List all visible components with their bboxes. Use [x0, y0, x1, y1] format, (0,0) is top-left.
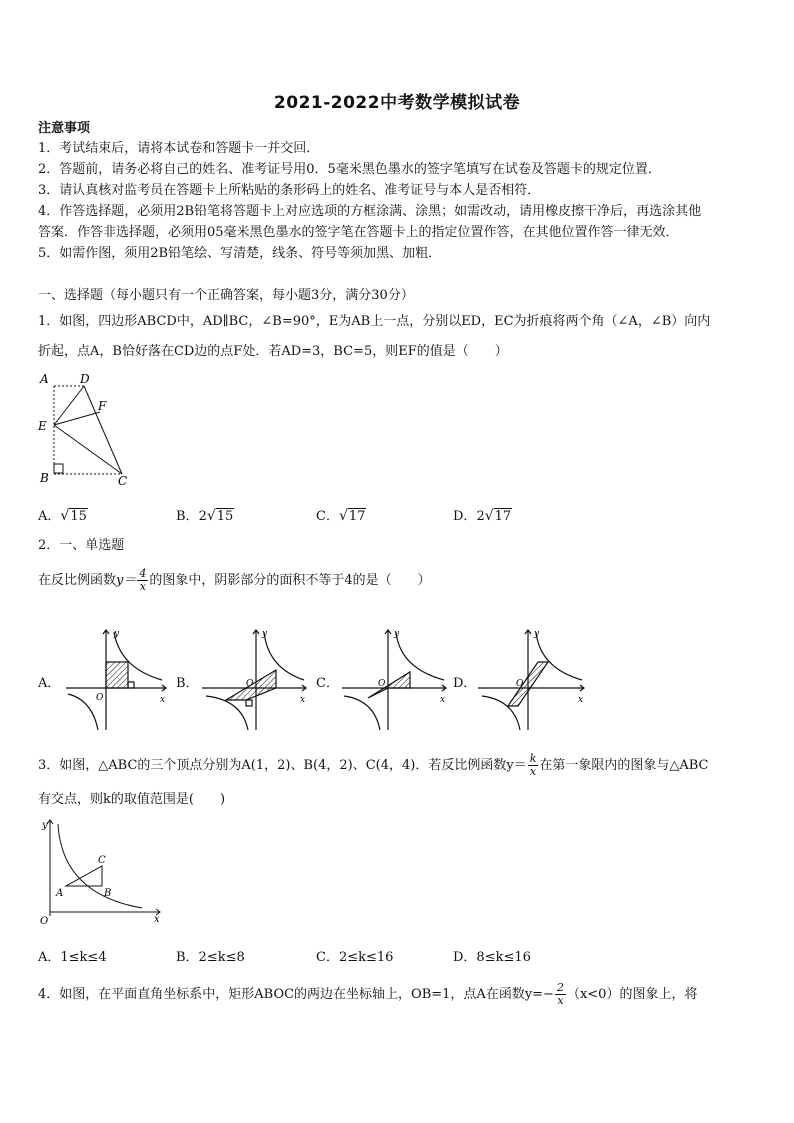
q1-option-a[interactable] [38, 505, 88, 524]
q2-text-before: 在反比例函数 [38, 573, 117, 588]
q3-x-label: x [154, 914, 160, 925]
notice-item: 2．答题前，请务必将自己的姓名、准考证号用0．5毫米黑色墨水的签字笔填写在试卷及答题卡的规定位置． [38, 162, 661, 177]
q1-label-b: B [40, 471, 49, 485]
q3-option-a[interactable]: A．1≤k≤4 [38, 950, 107, 965]
q2-option-d[interactable]: D． [453, 676, 477, 691]
q1-label-e: E [38, 419, 47, 433]
option-radicand: 15 [216, 509, 234, 524]
q2a-x-label: x [160, 695, 166, 705]
fraction-denominator: x [557, 994, 564, 1007]
q2-option-c[interactable]: C． [316, 676, 339, 691]
q3-y-label: y [42, 820, 48, 831]
q2b-x-label: x [300, 695, 306, 705]
q3-origin-label: O [40, 916, 49, 926]
fraction-denominator: x [529, 765, 537, 778]
section-heading: 一、选择题（每小题只有一个正确答案，每小题3分，满分30分） [38, 288, 414, 303]
notice-item: 1．考试结束后，请将本试卷和答题卡一并交回． [38, 141, 320, 156]
q3-option-b[interactable]: B．2≤k≤8 [176, 950, 245, 965]
q1-option-c[interactable] [316, 505, 366, 524]
q4-stem [38, 982, 697, 1007]
option-letter: B． [176, 509, 199, 524]
fraction-numerator: k [529, 752, 537, 765]
q4-fraction [555, 982, 566, 1007]
q1-label-c: C [118, 474, 128, 488]
q2-graph-c [338, 624, 450, 734]
q2-option-b[interactable]: B． [176, 676, 199, 691]
q3-option-c[interactable]: C．2≤k≤16 [316, 950, 394, 965]
q4-text-after: （x<0）的图象上，将 [566, 987, 698, 1002]
q2-func-y: y＝ [116, 573, 137, 588]
q1-label-a: A [40, 372, 49, 386]
option-letter: C． [316, 509, 339, 524]
q1-stem-line2: 折起，点A，B恰好落在CD边的点F处．若AD=3，BC=5，则EF的值是（ ） [38, 344, 508, 359]
q2-graph-b [198, 624, 310, 734]
q3-fraction [528, 753, 539, 778]
q1-option-b[interactable] [176, 505, 234, 524]
q2a-origin-label: O [96, 693, 104, 703]
q3-option-d[interactable]: D．8≤k≤16 [453, 950, 531, 965]
q3-text-after: 在第一象限内的图象与△ABC [539, 758, 709, 773]
q3-label-a: A [56, 888, 64, 899]
fraction-numerator: 4 [139, 567, 147, 580]
q2d-origin-label: O [516, 679, 524, 689]
q2a-y-label: y [114, 629, 120, 639]
q2c-origin-label: O [378, 679, 386, 689]
q1-label-f: F [98, 399, 107, 413]
q2-text-after: 的图象中，阴影部分的面积不等于4的是（ ） [149, 573, 431, 588]
sqrt-icon: √ [206, 508, 216, 524]
q1-figure [34, 370, 134, 488]
q3-stem-line1 [38, 753, 709, 778]
page-title: 2021-2022中考数学模拟试卷 [273, 93, 521, 113]
q2b-origin-label: O [246, 679, 254, 689]
notice-heading: 注意事项 [38, 121, 91, 136]
q2d-x-label: x [578, 695, 584, 705]
option-radicand: 17 [348, 509, 366, 524]
q2-header: 2．一、单选题 [38, 538, 125, 553]
option-radicand: 17 [494, 509, 512, 524]
option-radicand: 15 [70, 509, 87, 524]
q2-graph-a [62, 624, 172, 734]
q2b-y-label: y [262, 629, 268, 639]
option-letter: D． [453, 509, 477, 524]
sqrt-icon: √ [338, 508, 348, 524]
fraction-denominator: x [139, 580, 146, 593]
q2-option-a[interactable]: A． [38, 676, 61, 691]
q4-text-before: 4．如图，在平面直角坐标系中，矩形ABOC的两边在坐标轴上，OB=1，点A在函数y=− [38, 987, 554, 1002]
q2-fraction [137, 568, 148, 593]
notice-item: 答案．作答非选择题，必须用05毫米黑色墨水的签字笔在答题卡上的指定位置作答，在其他位置作答一律无效． [38, 225, 679, 240]
option-coef: 2 [476, 509, 485, 524]
sqrt-icon: √ [60, 508, 70, 524]
sqrt-icon: √ [484, 508, 494, 524]
notice-item: 5．如需作图，须用2B铅笔绘、写清楚，线条、符号等须加黑、加粗． [38, 246, 442, 261]
q3-text-before: 3．如图，△ABC的三个顶点分别为A(1，2)、B(4，2)、C(4，4)．若反比例函数y＝ [38, 758, 527, 773]
q1-stem-line1: 1．如图，四边形ABCD中，AD∥BC，∠B=90°，E为AB上一点，分别以ED，EC为折痕将两个角（∠A，∠B）向内 [38, 314, 711, 329]
notice-item: 4．作答选择题，必须用2B铅笔将答题卡上对应选项的方框涂满、涂黑；如需改动，请用橡皮擦干净后，再选涂其他 [38, 204, 702, 219]
option-coef: 2 [198, 509, 207, 524]
q2c-x-label: x [440, 695, 446, 705]
q3-label-c: C [98, 855, 106, 866]
q2d-y-label: y [534, 629, 540, 639]
q1-option-d[interactable] [453, 505, 512, 524]
q1-label-d: D [80, 372, 90, 386]
fraction-numerator: 2 [556, 981, 564, 994]
q2-stem [38, 568, 431, 593]
q3-stem-line2: 有交点，则k的取值范围是( ) [38, 792, 226, 807]
q3-label-b: B [104, 888, 112, 899]
q3-figure [34, 816, 164, 926]
q2-graph-d [474, 624, 588, 734]
notice-item: 3．请认真核对监考员在答题卡上所粘贴的条形码上的姓名、准考证号与本人是否相符． [38, 183, 541, 198]
option-letter: A． [38, 509, 61, 524]
q2c-y-label: y [394, 629, 400, 639]
